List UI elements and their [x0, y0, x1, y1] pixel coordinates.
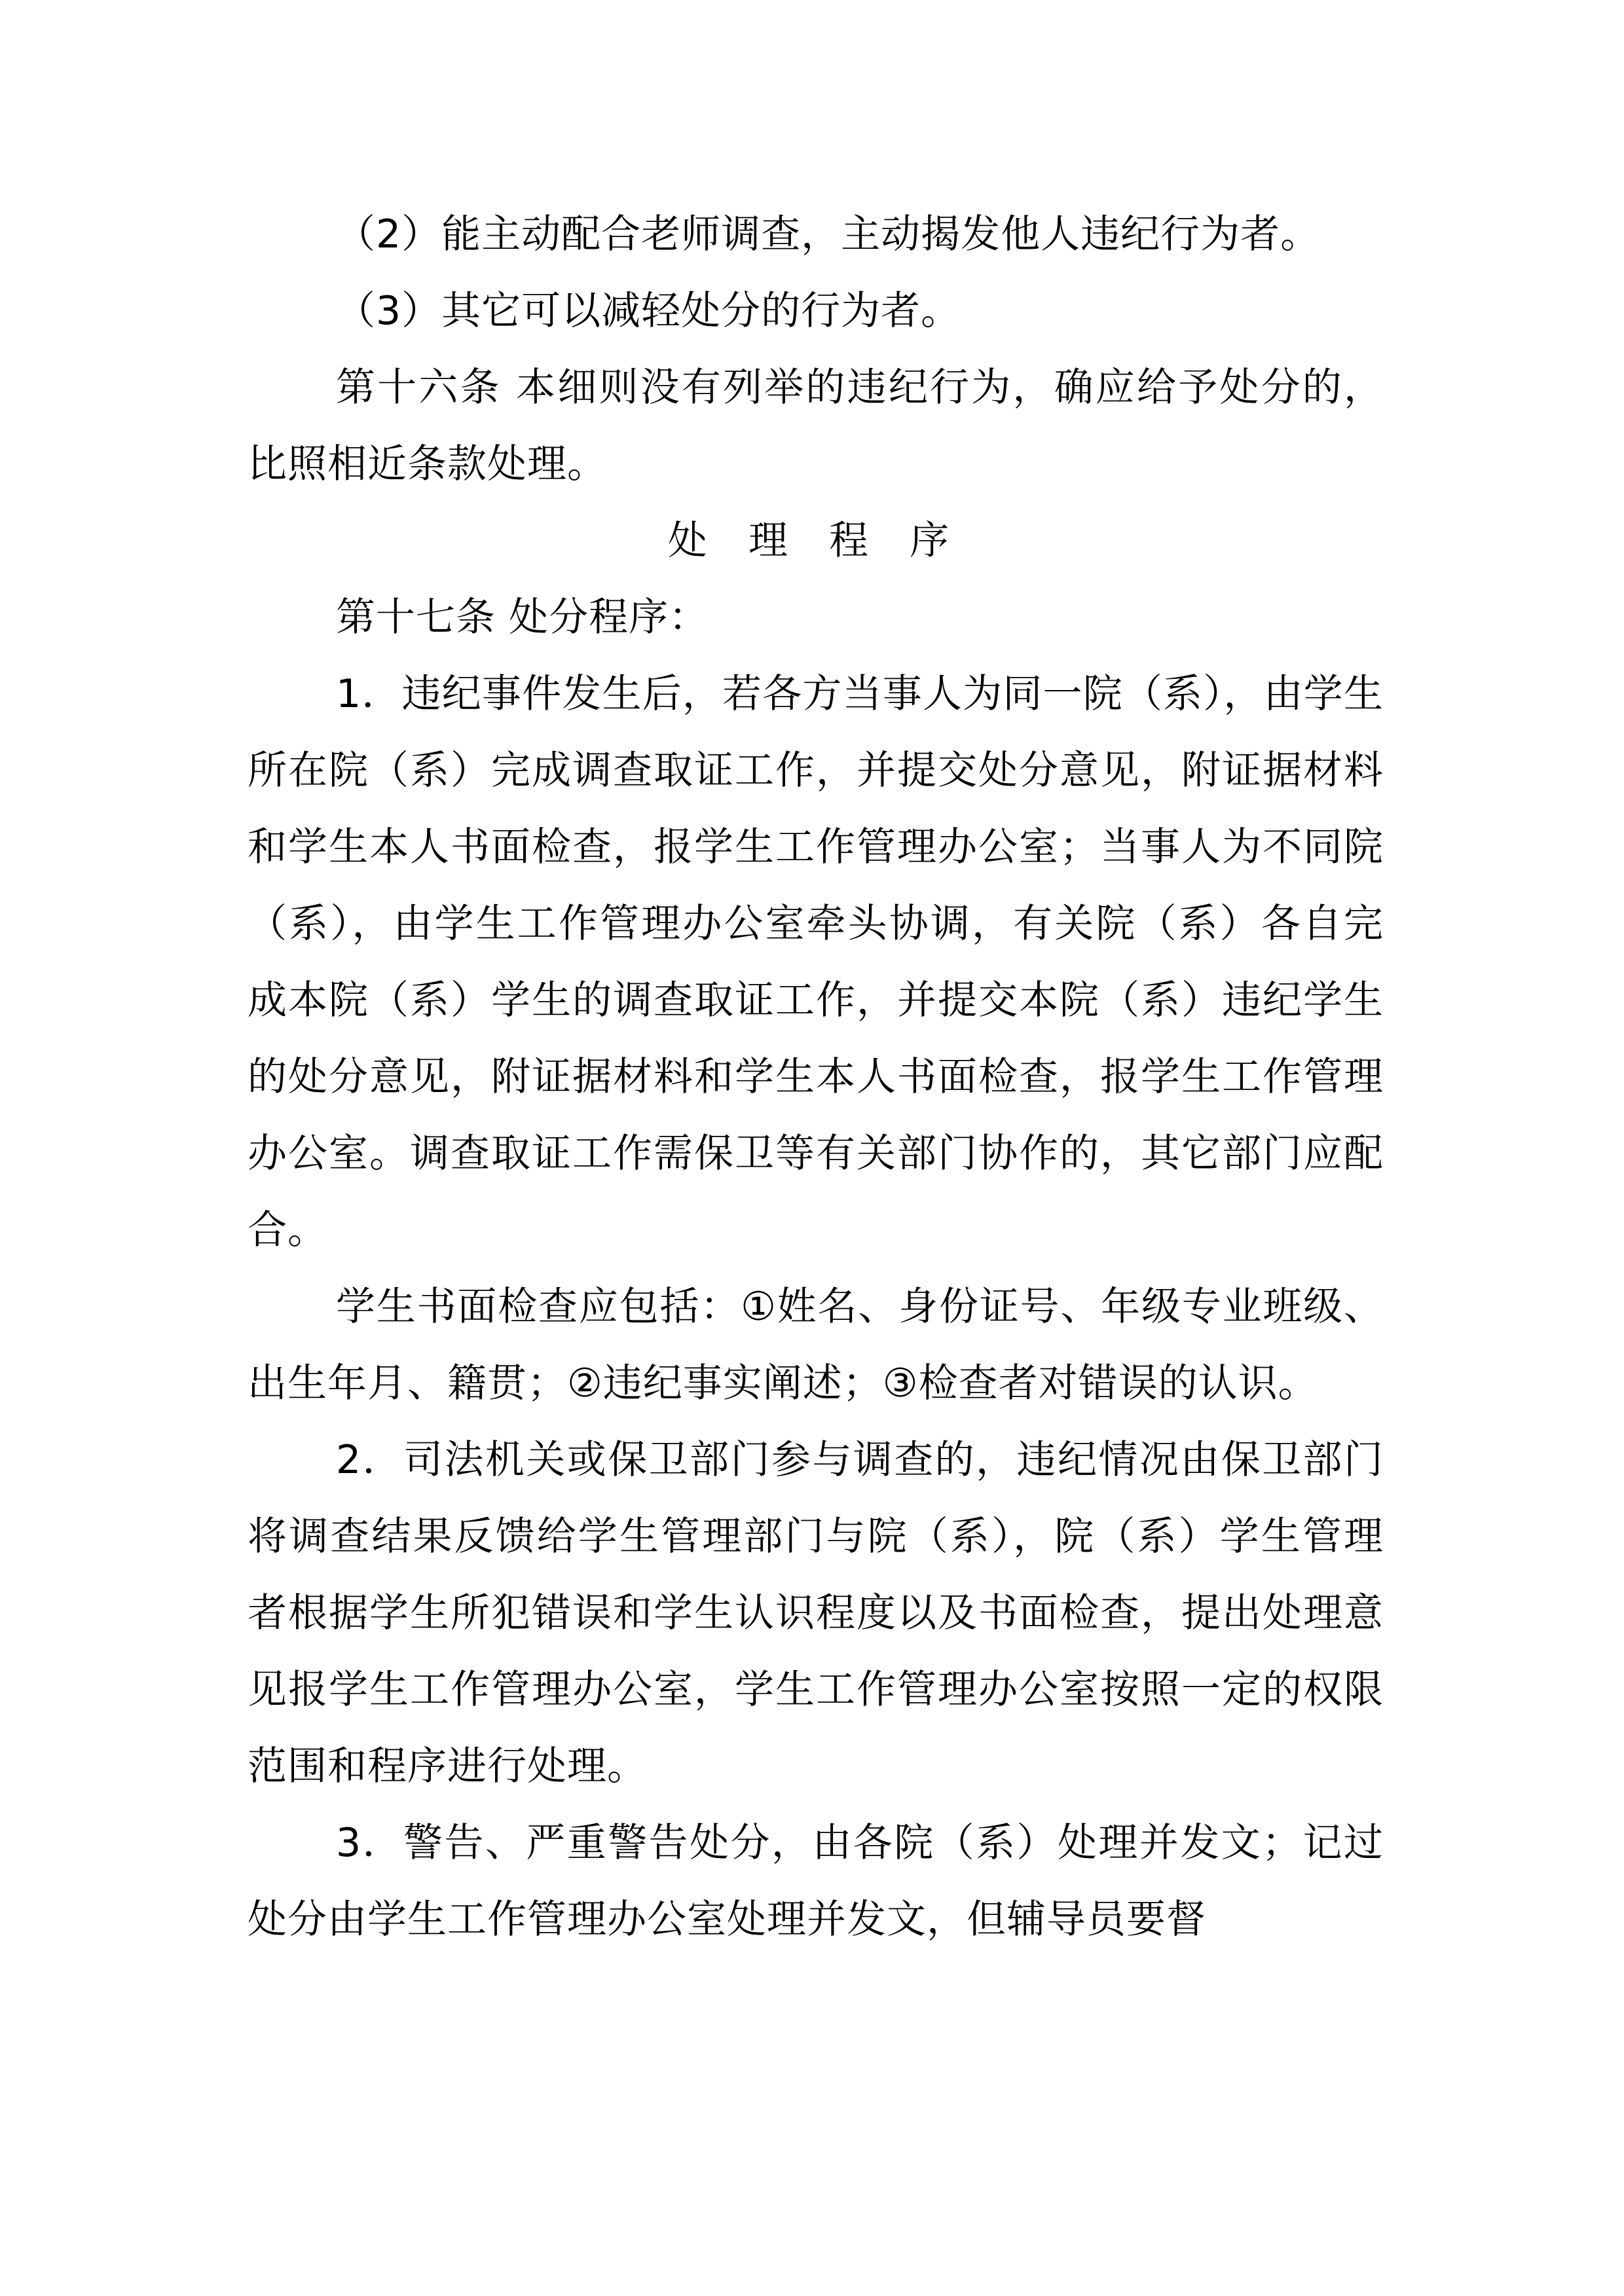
document-body [248, 196, 1384, 1958]
procedure-step-2: 2．司法机关或保卫部门参与调查的，违纪情况由保卫部门将调查结果反馈给学生管理部门与院（系），院（系）学生管理者根据学生所犯错误和学生认识程度以及书面检查，提出处理意见报学生工作管理办公室，学生工作管理办公室按照一定的权限范围和程序进行处理。 [248, 1437, 1384, 1789]
section-heading: 处 理 程 序 [667, 518, 964, 564]
article-17: 第十七条 处分程序： [336, 594, 709, 640]
procedure-step-1: 1．违纪事件发生后，若各方当事人为同一院（系），由学生所在院（系）完成调查取证工作，并提交处分意见，附证据材料和学生本人书面检查，报学生工作管理办公室；当事人为不同院（系），由学生工作管理办公室牵头协调，有关院（系）各自完成本院（系）学生的调查取证工作，并提交本院（系）违纪学生的处分意见，附证据材料和学生本人书面检查，报学生工作管理办公室。调查取证工作需保卫等有关部门协作的，其它部门应配合。 [248, 671, 1384, 1253]
written-review-requirements: 学生书面检查应包括：①姓名、身份证号、年级专业班级、出生年月、籍贯；②违纪事实阐述；③检查者对错误的认识。 [248, 1284, 1384, 1406]
paragraph-item-2: （2）能主动配合老师调查，主动揭发他人违纪行为者。 [336, 211, 1321, 257]
article-16: 第十六条 本细则没有列举的违纪行为，确应给予处分的，比照相近条款处理。 [248, 365, 1384, 487]
paragraph-item-3: （3）其它可以减轻处分的行为者。 [336, 288, 961, 334]
procedure-step-3: 3．警告、严重警告处分，由各院（系）处理并发文；记过处分由学生工作管理办公室处理并发文，但辅导员要督 [248, 1820, 1384, 1942]
